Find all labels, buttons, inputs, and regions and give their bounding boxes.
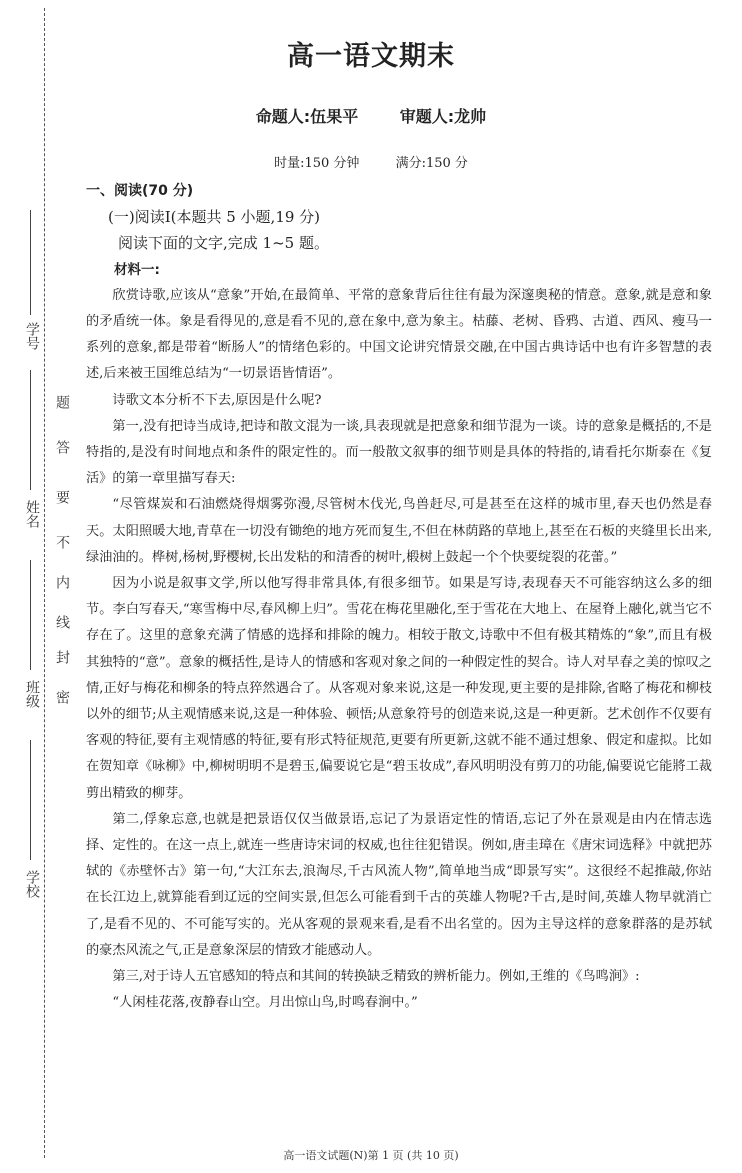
seal-char: 密 (54, 690, 70, 704)
school-blank (30, 740, 31, 860)
class-blank (30, 560, 31, 670)
label-name: 姓名 (24, 500, 40, 528)
student-id-blank (30, 210, 31, 315)
paragraph: 诗歌文本分析不下去,原因是什么呢? (112, 392, 322, 408)
paragraph: 因为小说是叙事文学,所以他写得非常具体,有很多细节。如果是写诗,表现春天不可能容纳这么多的细节。李白写春天,“寒雪梅中尽,春风柳上归”。雪花在梅花里融化,至于雪花在大地上、在屋脊上融化,就当它不存在了。这里的意象充满了情感的选择和排除的魄力。相较于散文,诗歌中不但有极其精炼的“象”,而且有极其独特的“意”。意象的概括性,是诗人的情感和客观对象之间的一种假定性的契合。诗人对早春之美的惊叹之情,正好与梅花和柳条的特点猝然遇合了。从客观对象来说,这是一种发现,更主要的是排除,省略了梅花和柳枝以外的细节;从主观情感来说,这是一种体验、顿悟;从意象符号的创造来说,这是一种更新。艺术创作不仅要有客观的特征,要有主观情感的特征,要有形式特征规范,更要有所更新,这就不能不通过想象、假定和虚拟。比如在贺知章《咏柳》中,柳树明明不是碧玉,偏要说它是“碧玉妆成”,春风明明没有剪刀的功能,偏要说它能將工裁剪出精致的柳芽。 (86, 576, 712, 801)
author-line (0, 104, 742, 127)
label-student-id: 学号 (24, 322, 40, 350)
page-footer: 高一语文试题(N)第 1 页 (共 10 页) (283, 1149, 459, 1162)
quotation: “尽管煤炭和石油燃烧得烟雾弥漫,尽管树木伐光,鸟兽赶尽,可是甚至在这样的城市里,春天也仍然是春天。太阳照暖大地,青草在一切没有锄绝的地方死而复生,不但在林荫路的草地上,甚至在石板的夹缝里长出来,绿油油的。桦树,杨树,野樱树,长出发粘的和清香的树叶,椴树上鼓起一个个快要绽裂的花蕾。” (86, 497, 712, 565)
seal-char: 线 (54, 615, 70, 629)
exam-content (86, 178, 712, 1017)
section-heading: 一、阅读(70 分) (86, 183, 194, 199)
full-score: 满分:150 分 (395, 156, 468, 171)
reviewer: 审题人:龙帅 (399, 107, 487, 126)
paragraph: 第二,俘象忘意,也就是把景语仅仅当做景语,忘记了为景语定性的情语,忘记了外在景观是由内在情志选择、定性的。在这一点上,就连一些唐诗宋词的权威,也往往犯错误。例如,唐圭璋在《唐宋词选释》中就把苏轼的《赤壁怀古》第一句,“大江东去,浪淘尽,千古风流人物”,简单地当成“即景写实”。这很经不起推敲,你站在长江边上,就算能看到辽远的空间实景,但怎么可能看到千古的英雄人物呢?千古,是时间,英雄人物早就消亡了,是看不见的、不可能写实的。光从客观的景观来看,是看不出名堂的。因为主导这样的意象群落的是苏轼的豪杰风流之气,正是意象深层的情致才能感动人。 (86, 811, 712, 958)
seal-char: 不 (54, 535, 70, 549)
seal-char: 封 (54, 650, 70, 664)
seal-char: 要 (54, 490, 70, 504)
exam-title: 高一语文期末 (287, 41, 455, 72)
seal-line (44, 8, 45, 1158)
paragraph: 第三,对于诗人五官感知的特点和其间的转换缺乏精致的辨析能力。例如,王维的《鸟鸣涧》: (112, 969, 640, 985)
label-school: 学校 (24, 870, 40, 898)
paragraph: 欣赏诗歌,应该从“意象”开始,在最简单、平常的意象背后往往有最为深邃奥秘的情意。意象,就是意和象的矛盾统一体。象是看得见的,意是看不见的,意在象中,意为象主。枯藤、老树、昏鸦、古道、西风、瘦马一系列的意象,都是带着“断肠人”的情绪色彩的。中国文论讲究情景交融,在中国古典诗话中也有许多智慧的表述,后来被王国维总结为“一切景语皆情语”。 (86, 287, 712, 382)
name-blank (30, 370, 31, 490)
binding-strip (0, 0, 70, 1173)
label-class: 班级 (24, 680, 40, 708)
seal-char: 内 (54, 575, 70, 589)
quotation: “人闲桂花落,夜静春山空。月出惊山鸟,时鸣春涧中。” (112, 995, 418, 1011)
seal-char: 题 (54, 395, 70, 409)
subsection-heading: (一)阅读Ⅰ(本题共 5 小题,19 分) (108, 208, 321, 227)
paragraph: 第一,没有把诗当成诗,把诗和散文混为一谈,具表现就是把意象和细节混为一谈。诗的意象是概括的,不是特指的,是没有时间地点和条件的限定性的。而一般散文叙事的细节则是具体的特指的,请看托尔斯泰在《复活》的第一章里描写春天: (86, 418, 712, 487)
seal-char: 答 (54, 440, 70, 454)
time-limit: 时量:150 分钟 (274, 156, 360, 171)
material-label: 材料一: (114, 261, 160, 278)
instruction: 阅读下面的文字,完成 1~5 题。 (118, 234, 329, 253)
author: 命题人:伍果平 (255, 107, 359, 126)
exam-meta (0, 152, 742, 171)
